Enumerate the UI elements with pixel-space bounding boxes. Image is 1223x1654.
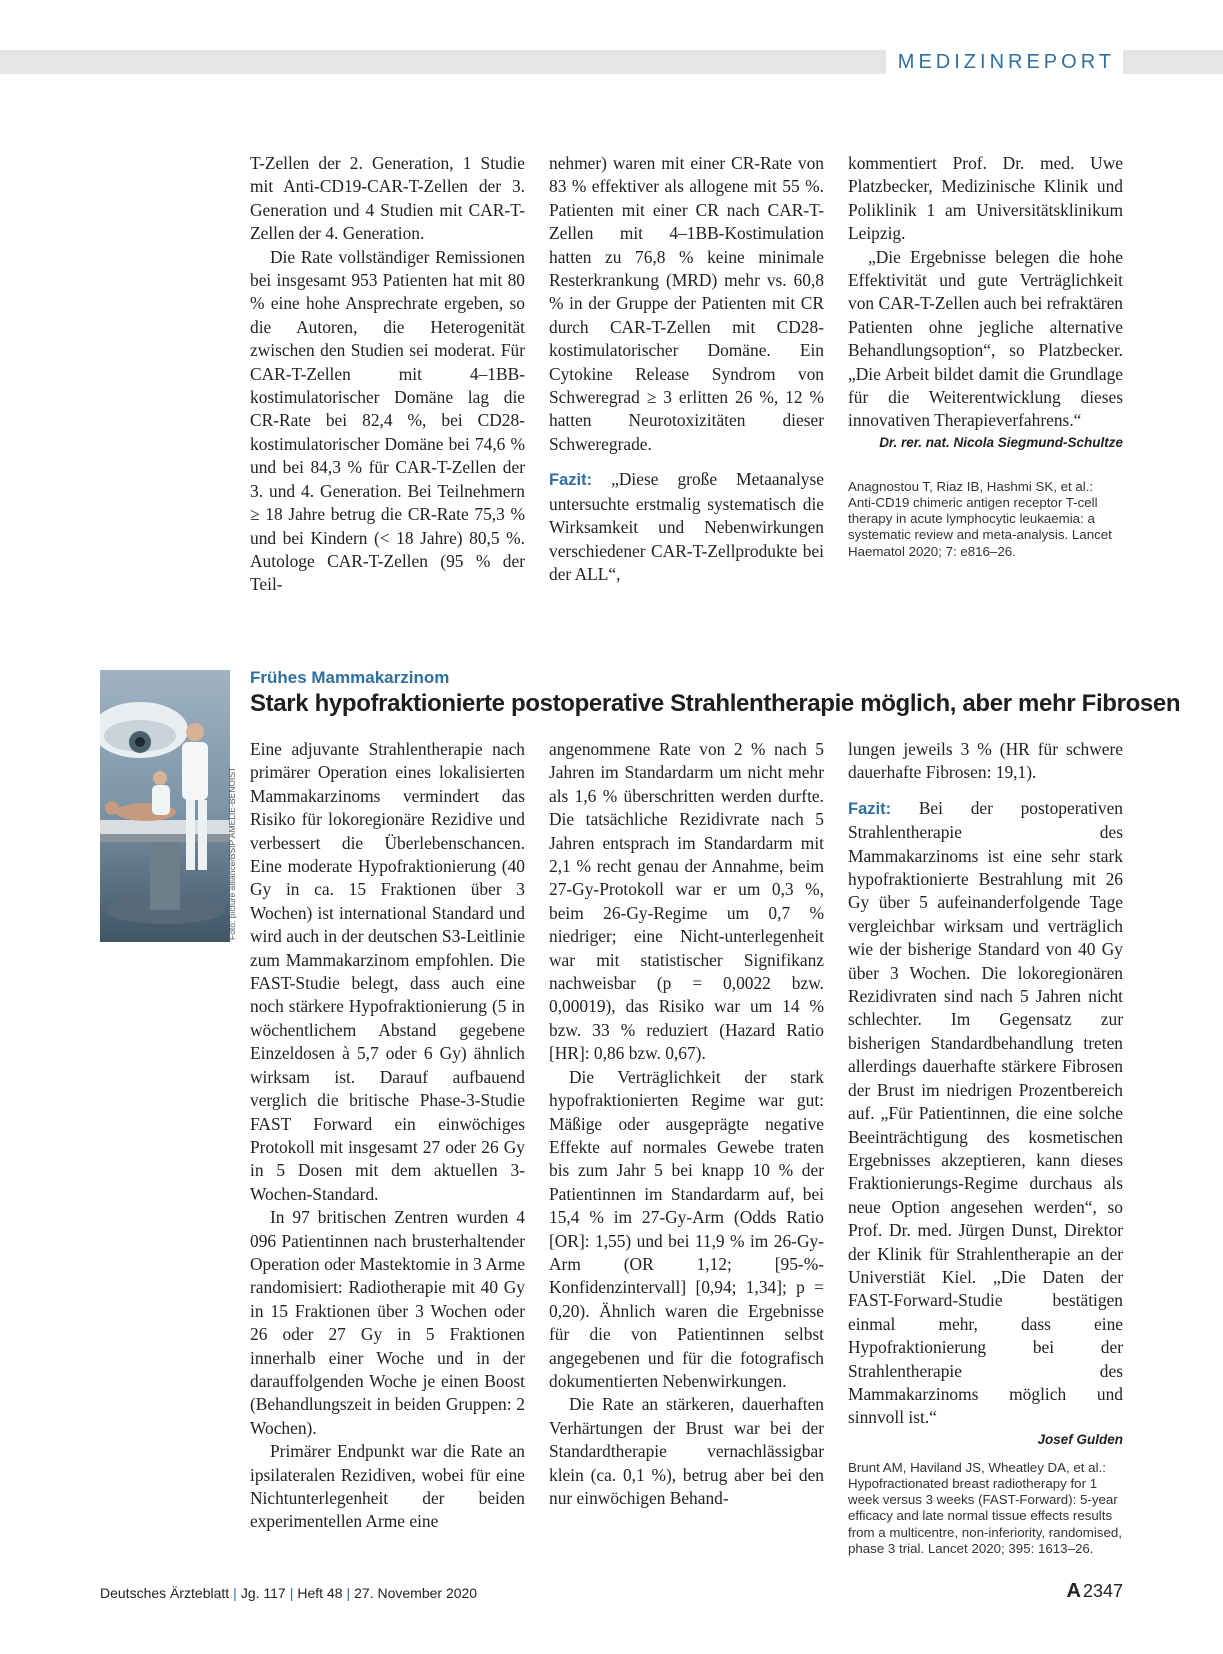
paragraph: Die Rate vollständiger Remissionen bei insgesamt 953 Patienten hat mit 80 % eine hohe Ansprechrate ergeben, so die Autoren, die Heterogenität zwischen den Studien sei moderat. Für CAR-T-Zellen mit 4–1BB-kostimulatorischer Domäne lag die CR-Rate bei 82,4 %, bei CD28-kostimulatorischer Domäne bei 74,6 % und bei 84,3 % für CAR-T-Zellen der 3. und 4. Generation. Bei Teilnehmern ≥ 18 Jahre betrug die CR-Rate 75,3 % und bei Kindern (< 18 Jahre) 80,5 %. Autologe CAR-T-Zellen (95 % der Teil- — [250, 246, 525, 595]
page-prefix: A — [1066, 1580, 1081, 1602]
paragraph: Die Rate an stärkeren, dauerhaften Verhärtungen der Brust war bei der Standardtherapie vernachlässigbar klein (ca. 0,1 %), betrug aber bei den nur einwöchigen Behand- — [549, 1394, 824, 1508]
author-byline: Josef Gulden — [1037, 1431, 1123, 1447]
radiotherapy-photo-illustration — [100, 670, 230, 942]
bottom-article-column-3 — [848, 738, 1123, 1557]
fazit-paragraph — [848, 797, 1123, 1430]
bottom-article-column-2 — [549, 738, 824, 1510]
paragraph: kommentiert Prof. Dr. med. Uwe Platzbecker, Medizinische Klinik und Poliklinik 1 am Universitätsklinikum Leipzig. — [848, 153, 1123, 244]
reference: Brunt AM, Haviland JS, Wheatley DA, et al.: Hypofractionated breast radiotherapy for 1 week versus 3 weeks (FAST-Forward): 5-year efficacy and late normal tissue effects results from a multicentre, non-inferiority, randomised, phase 3 trial. Lancet 2020; 395: 1613–26. — [848, 1459, 1122, 1556]
top-article-column-2 — [549, 152, 824, 586]
author-byline: Dr. rer. nat. Nicola Siegmund-Schultze — [879, 434, 1123, 450]
reference: Anagnostou T, Riaz IB, Hashmi SK, et al.: Anti-CD19 chimeric antigen receptor T-cell therapy in acute lymphocytic leukaemia: a systematic review and meta-analysis. Lancet Haematol 2020; 7: e816–26. — [848, 478, 1112, 559]
paragraph: „Die Ergebnisse belegen die hohe Effektivität und gute Verträglichkeit von CAR-T-Zellen auch bei refraktären Patienten ohne jegliche alternative Behandlungsoption“, so Platzbecker. „Die Arbeit bildet damit die Grundlage für die Weiterentwicklung dieses innovativen Therapieverfahrens.“ — [848, 246, 1123, 431]
fazit-label: Fazit: — [549, 471, 593, 490]
paragraph: Primärer Endpunkt war die Rate an ipsilateralen Rezidiven, wobei für eine Nichtunterlegenheit der beiden experimentellen Arme eine — [250, 1441, 525, 1532]
fazit-text: Bei der postoperativen Strahlentherapie des Mammakarzinoms ist eine sehr stark hypofraktionierte Bestrahlung mit 26 Gy über 5 aufeinanderfolgende Tage vergleichbar wirksam und verträglich wie der bisherige Standard von 40 Gy über 3 Wochen. Die lokoregionären Rezidivraten sind nach 5 Jahren nicht schlechter. Im Gegensatz zur bisherigen Standardbehandlung treten allerdings dauerhafte stärkere Fibrosen der Brust im niedrigen Prozentbereich auf. „Für Patientinnen, die eine solche Beeinträchtigung des kosmetischen Ergebnisses akzeptieren, kann dieses Fraktionierungs-Regime durchaus als neue Option angesehen werden“, so Prof. Dr. med. Jürgen Dunst, Direktor der Klinik für Strahlentherapie an der Universtiät Kiel. „Die Daten der FAST-Forward-Studie bestätigen einmal mehr, dass eine Hypofraktionierung bei der Strahlentherapie des Mammakarzinoms möglich und sinnvoll ist.“ — [848, 797, 1123, 1428]
journal-volume: Jg. 117 — [240, 1585, 286, 1601]
bottom-article-column-1 — [250, 738, 525, 1534]
photo-credit: Foto: picture alliance/BSIP AMELIE-BENOIST — [227, 766, 237, 940]
radiotherapy-photo — [100, 670, 230, 942]
paragraph: In 97 britischen Zentren wurden 4 096 Patientinnen nach brusterhaltender Operation oder Mastektomie in 3 Arme randomisiert: Radiotherapie mit 40 Gy in 15 Fraktionen über 3 Wochen oder 26 oder 27 Gy in 5 Fraktionen innerhalb einer Woche und in der darauffolgenden Woche je einen Boost (Behandlungszeit in beiden Gruppen: 2 Wochen). — [250, 1207, 525, 1438]
journal-issue: Heft 48 — [297, 1585, 343, 1601]
paragraph: nehmer) waren mit einer CR-Rate von 83 % effektiver als allogene mit 55 %. Patienten mit einer CR nach CAR-T-Zellen mit 4–1BB-Kostimulation hatten zu 76,8 % keine minimale Resterkrankung (MRD) mehr vs. 60,8 % in der Gruppe der Patienten mit CR durch CAR-T-Zellen mit CD28-kostimulatorischer Domäne. Ein Cytokine Release Syndrom von Schweregrad ≥ 3 erlitten 26 %, 12 % hatten Neurotoxizitäten dieser Schweregrade. — [549, 153, 824, 454]
paragraph: angenommene Rate von 2 % nach 5 Jahren im Standardarm um nicht mehr als 1,6 % überschritten werden durfte. Die tatsächliche Rezidivrate nach 5 Jahren entsprach im Standardarm mit 2,1 % recht genau der Annahme, beim 27-Gy-Protokoll war er um 0,3 %, beim 26-Gy-Regime um 0,7 % niedriger; eine Nicht-unterlegenheit war mit statistischer Signifikanz nachweisbar (p = 0,0022 bzw. 0,00019), das Risiko war um 14 % bzw. 33 % reduziert (Hazard Ratio [HR]: 0,86 bzw. 0,67). — [549, 739, 824, 1064]
top-article-column-3 — [848, 152, 1123, 560]
section-label: MEDIZINREPORT — [886, 50, 1123, 74]
journal-name: Deutsches Ärzteblatt — [100, 1585, 230, 1601]
page-number — [1067, 1580, 1124, 1603]
fazit-label: Fazit: — [848, 799, 892, 818]
page-number-value: 2347 — [1082, 1581, 1123, 1601]
journal-date: 27. November 2020 — [354, 1585, 478, 1601]
article-kicker: Frühes Mammakarzinom — [250, 668, 450, 687]
fazit-paragraph — [549, 468, 824, 586]
footer-journal-info: Deutsches Ärzteblatt | Jg. 117 | Heft 48 | 27. November 2020 — [100, 1585, 478, 1601]
top-article-column-1 — [250, 152, 525, 597]
paragraph: Eine adjuvante Strahlentherapie nach primärer Operation eines lokalisierten Mammakarzinoms vermindert das Risiko für lokoregionäre Rezidive und verbessert die Überlebenschancen. Eine moderate Hypofraktionierung (40 Gy in ca. 15 Fraktionen über 3 Wochen) ist international Standard und wird auch in der deutschen S3-Leitlinie zum Mammakarzinom empfohlen. Die FAST-Studie belegt, dass auch eine noch stärkere Hypofraktionierung (5 in wöchentlichem Abstand gegebene Einzeldosen à 5,7 oder 6 Gy) ähnlich wirksam ist. Darauf aufbauend verglich die britische Phase-3-Studie FAST Forward ein einwöchiges Protokoll mit insgesamt 27 oder 26 Gy in 5 Dosen mit dem aktuellen 3-Wochen-Standard. — [250, 739, 525, 1204]
paragraph: Die Verträglichkeit der stark hypofraktionierten Regime war gut: Mäßige oder ausgeprägte negative Effekte auf normales Gewebe traten bis zum Jahr 5 bei knapp 10 % der Patientinnen im Standardarm auf, bei 15,4 % im 27-Gy-Arm (Odds Ratio [OR]: 1,55) und bei 11,9 % im 26-Gy-Arm (OR 1,12; [95-%-Konfidenzintervall] [0,94; 1,34]; p = 0,20). Ähnlich waren die Ergebnisse für die von Patientinnen selbst angegebenen und für die fotografisch dokumentierten Nebenwirkungen. — [549, 1066, 824, 1391]
article-headline: Stark hypofraktionierte postoperative Strahlentherapie möglich, aber mehr Fibrosen — [250, 690, 1181, 717]
paragraph: lungen jeweils 3 % (HR für schwere dauerhafte Fibrosen: 19,1). — [848, 739, 1123, 783]
fazit-text: „Diese große Metaanalyse untersuchte erstmalig systematisch die Wirksamkeit und Nebenwirkungen verschiedener CAR-T-Zellprodukte bei der ALL“, — [549, 469, 824, 584]
paragraph: T-Zellen der 2. Generation, 1 Studie mit Anti-CD19-CAR-T-Zellen der 3. Generation und 4 Studien mit CAR-T-Zellen der 4. Generation. — [250, 153, 525, 244]
